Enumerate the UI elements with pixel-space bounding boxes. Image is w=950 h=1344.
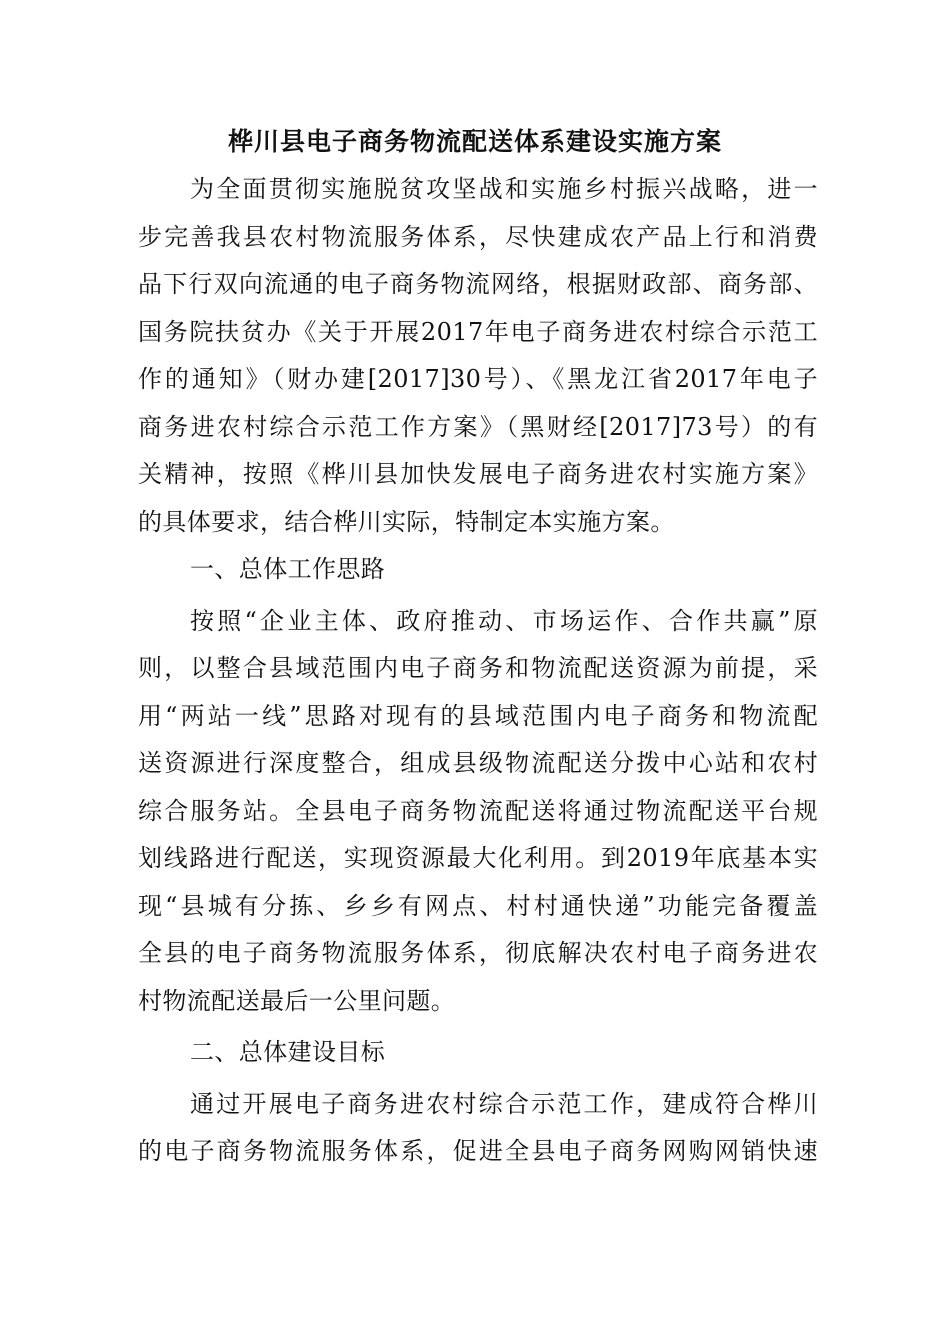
- paragraph-2-line-7: 现“县城有分拣、乡乡有网点、村村通快递”功能完备覆盖: [138, 891, 818, 920]
- paragraph-2-line-1: 按照“企业主体、政府推动、市场运作、合作共赢”原: [190, 606, 818, 635]
- paragraph-1-line-5: 作的通知》（财办建[2017]30号）、《黑龙江省2017年电子: [138, 365, 818, 393]
- paragraph-3-line-1: 通过开展电子商务进农村综合示范工作，建成符合桦川: [190, 1089, 818, 1118]
- paragraph-2-line-9: 村物流配送最后一公里问题。: [138, 986, 456, 1015]
- document-body: [138, 166, 818, 1176]
- document-title: 桦川县电子商务物流配送体系建设实施方案: [227, 127, 722, 156]
- paragraph-2-line-5: 综合服务站。全县电子商务物流配送将通过物流配送平台规: [138, 796, 818, 825]
- paragraph-2-line-8: 全县的电子商务物流服务体系，彻底解决农村电子商务进农: [138, 939, 818, 967]
- section-heading-1: 一、总体工作思路: [190, 555, 386, 583]
- paragraph-1-line-7: 关精神，按照《桦川县加快发展电子商务进农村实施方案》: [138, 460, 818, 488]
- paragraph-1-line-8: 的具体要求，结合桦川实际，特制定本实施方案。: [138, 507, 675, 536]
- paragraph-1-line-1: 为全面贯彻实施脱贫攻坚战和实施乡村振兴战略，进一: [190, 175, 818, 203]
- paragraph-2-line-2: 则，以整合县域范围内电子商务和物流配送资源为前提，采: [138, 654, 818, 682]
- paragraph-2-line-3: 用“两站一线”思路对现有的县域范围内电子商务和物流配: [138, 701, 818, 730]
- paragraph-3-line-2: 的电子商务物流服务体系，促进全县电子商务网购网销快速: [138, 1137, 818, 1165]
- paragraph-1-line-3: 品下行双向流通的电子商务物流网络，根据财政部、商务部、: [138, 270, 818, 298]
- section-heading-2: 二、总体建设目标: [190, 1038, 386, 1066]
- paragraph-1-line-2: 步完善我县农村物流服务体系，尽快建成农产品上行和消费: [138, 222, 818, 251]
- paragraph-1-line-4: 国务院扶贫办《关于开展2017年电子商务进农村综合示范工: [138, 317, 818, 346]
- paragraph-2-line-6: 划线路进行配送，实现资源最大化利用。到2019年底基本实: [138, 844, 818, 872]
- paragraph-1-line-6: 商务进农村综合示范工作方案》（黑财经[2017]73号）的有: [138, 412, 818, 441]
- paragraph-2-line-4: 送资源进行深度整合，组成县级物流配送分拨中心站和农村: [138, 749, 818, 777]
